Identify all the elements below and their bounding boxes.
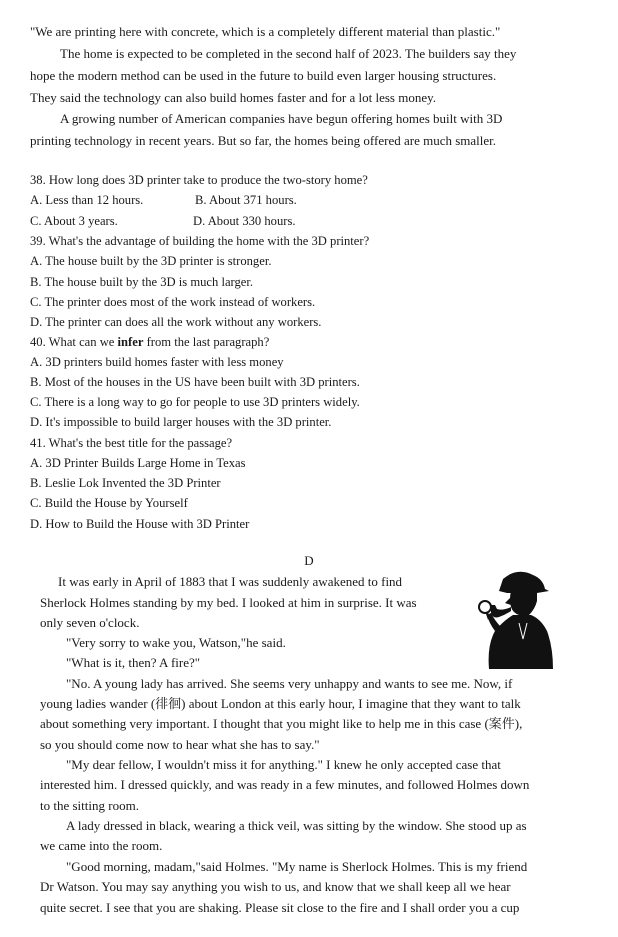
question-40-stem-keyword: infer [117,335,144,349]
question-40-stem-pre: 40. What can we [30,335,118,349]
question-38-option-a: A. Less than 12 hours. [30,193,144,207]
question-40-stem-post: from the last paragraph? [143,335,270,349]
question-41-option-c: C. Build the House by Yourself [30,496,188,510]
passage-c-line: The home is expected to be completed in the second half of 2023. The builders say they [60,46,517,61]
question-38-stem: 38. How long does 3D printer take to produce the two-story home? [30,173,368,187]
passage-d-line: to the sitting room. [40,798,139,813]
passage-d-line: so you should come now to hear what she has to say." [40,737,320,752]
question-38-option-c: C. About 3 years. [30,214,118,228]
passage-d-line: quite secret. I see that you are shaking. Please sit close to the fire and I shall order you a cup [40,900,520,915]
sherlock-holmes-silhouette-image [473,565,555,670]
passage-d-line: Dr Watson. You may say anything you wish to us, and know that we shall keep all we hear [40,879,511,894]
question-39-option-d: D. The printer can does all the work without any workers. [30,315,322,329]
question-39-option-a: A. The house built by the 3D printer is stronger. [30,254,272,268]
passage-d-line: "No. A young lady has arrived. She seems very unhappy and wants to see me. Now, if [66,676,513,691]
passage-d-line: we came into the room. [40,838,163,853]
question-39-stem: 39. What's the advantage of building the home with the 3D printer? [30,234,370,248]
question-40-option-d: D. It's impossible to build larger houses with the 3D printer. [30,415,332,429]
question-41-option-d: D. How to Build the House with 3D Printer [30,517,250,531]
passage-d-line: interested him. I dressed quickly, and was ready in a few minutes, and followed Holmes down [40,777,530,792]
passage-d-line: "Good morning, madam,"said Holmes. "My name is Sherlock Holmes. This is my friend [66,859,528,874]
question-41-stem: 41. What's the best title for the passage? [30,436,233,450]
question-40-option-a: A. 3D printers build homes faster with less money [30,355,284,369]
passage-c-line: printing technology in recent years. But so far, the homes being offered are much smaller. [30,133,497,148]
question-41-option-b: B. Leslie Lok Invented the 3D Printer [30,476,221,490]
passage-c-line: A growing number of American companies have begun offering homes built with 3D [60,111,503,126]
question-41-option-a: A. 3D Printer Builds Large Home in Texas [30,456,246,470]
passage-d-line: about something very important. I thought that you might like to help me in this case (案件), [40,716,523,731]
passage-d-heading: D [304,553,314,568]
passage-d-line: "My dear fellow, I wouldn't miss it for anything." I knew he only accepted case that [66,757,501,772]
question-39-option-b: B. The house built by the 3D is much larger. [30,275,254,289]
question-40-option-c: C. There is a long way to go for people to use 3D printers widely. [30,395,360,409]
passage-c-line: hope the modern method can be used in the future to build even larger housing structures. [30,68,497,83]
passage-d-line: A lady dressed in black, wearing a thick veil, was sitting by the window. She stood up as [66,818,527,833]
question-40-stem [30,332,269,352]
question-38-option-d: D. About 330 hours. [193,214,296,228]
passage-d-line: "Very sorry to wake you, Watson,"he said. [66,635,286,650]
passage-d-line: young ladies wander (徘徊) about London at this early hour, I imagine that they want to talk [40,696,521,711]
passage-c-line: "We are printing here with concrete, which is a completely different material than plastic." [30,24,501,39]
passage-d-line: It was early in April of 1883 that I was suddenly awakened to find [58,574,403,589]
passage-d-line: "What is it, then? A fire?" [66,655,201,670]
question-38-option-b: B. About 371 hours. [195,193,297,207]
question-40-option-b: B. Most of the houses in the US have been built with 3D printers. [30,375,360,389]
question-39-option-c: C. The printer does most of the work instead of workers. [30,295,316,309]
passage-c-line: They said the technology can also build homes faster and for a lot less money. [30,90,437,105]
passage-d-line: only seven o'clock. [40,615,140,630]
passage-d-line: Sherlock Holmes standing by my bed. I looked at him in surprise. It was [40,595,417,610]
